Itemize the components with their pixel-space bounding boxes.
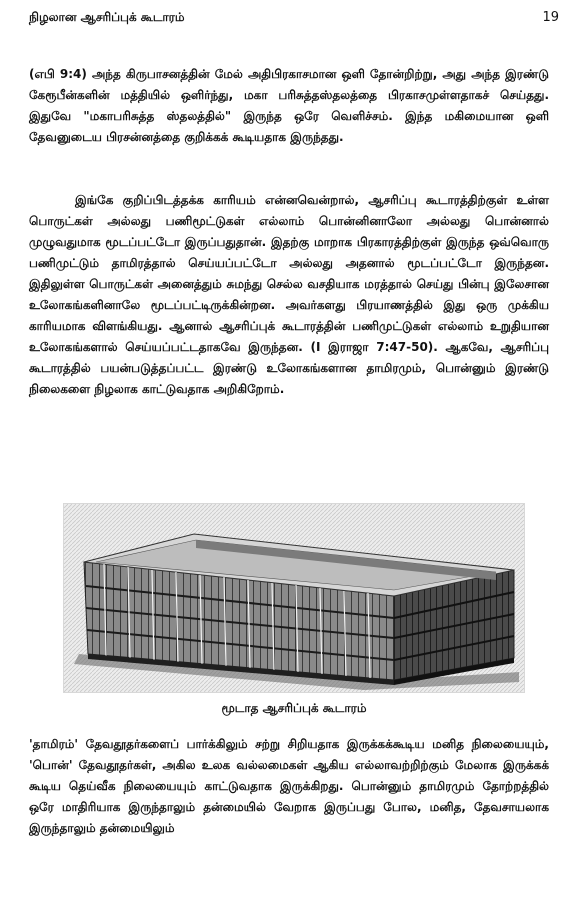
tabernacle-illustration [63,503,525,693]
paragraph: 'தாமிரம்' தேவதூதர்களைப் பார்க்கிலும் சற்று சிறியதாக இருக்கக்கூடிய மனித நிலையையும், 'பொன்' தேவதூதர்கள், அகில உலக வல்லமைகள் ஆகிய எல்லாவற்றிற்கும் மேலாக இருக்கக் கூடிய தெய்வீக நிலையையும் காட்டுவதாக இருக்கிறது. பொன்னும் தாமிரமும் தோற்றத்தில் ஒரே மாதிரியாக இருந்தாலும் தன்மையில் வேறாக இருப்பது போல, மனித, தேவசாயலாக இருந்தாலும் தன்மையிலும் [29,737,549,835]
running-header [29,10,559,30]
figure-caption: மூடாத ஆசரிப்புக் கூடாரம் [221,701,367,715]
book-title: நிழலான ஆசரிப்புக் கூடாரம் [29,10,185,24]
paragraph: இங்கே குறிப்பிடத்தக்க காரியம் என்னவென்றால், ஆசரிப்பு கூடாரத்திற்குள் உள்ள பொருட்கள் அல்லது பணிமூட்டுகள் எல்லாம் பொன்னினாலோ அல்லது பொன்னால் முழுவதுமாக மூடப்பட்டோ இருப்பதுதான். இதற்கு மாறாக பிரகாரத்திற்குள் இருந்த ஒவ்வொரு பணிமுட்டும் தாமிரத்தால் செய்யப்பட்டோ அல்லது அதனால் மூடப்பட்டோ இருந்தன. இதிலுள்ள பொருட்கள் அனைத்தும் சுமந்து செல்ல வசதியாக மரத்தால் செய்து பின்பு இலேசான உலோகங்களினாலே மூடப்பட்டிருக்கின்றன. அவர்களது பிரயாணத்தில் இது ஒரு முக்கிய காரியமாக விளங்கியது. ஆனால் ஆசரிப்புக் கூடாரத்தின் பணிமுட்டுகள் எல்லாம் உறுதியான உலோகங்களால் செய்யப்பட்டதாகவே இருந்தன. (I இராஜா 7:47-50). ஆகவே, ஆசரிப்பு கூடாரத்தில் பயன்படுத்தப்பட்ட இரண்டு உலோகங்களான தாமிரமும், பொன்னும் இரண்டு நிலைகளை நிழலாக காட்டுவதாக அறிகிறோம். [29,193,549,396]
paragraph: (எபி 9:4) அந்த கிருபாசனத்தின் மேல் அதிபிரகாசமான ஒளி தோன்றிற்று, அது அந்த இரண்டு கேரூபீன்களின் மத்தியில் ஒளிர்ந்து, மகா பரிசுத்தஸ்தலத்தை பிரகாசமுள்ளதாகச் செய்தது. இதுவே "மகாபரிசுத்த ஸ்தலத்தில்" இருந்த ஒரே வெளிச்சம். இந்த மகிமையான ஒளி தேவனுடைய பிரசன்னத்தை குறிக்கக் கூடியதாக இருந்தது. [29,67,549,144]
page-number: 19 [542,10,559,25]
